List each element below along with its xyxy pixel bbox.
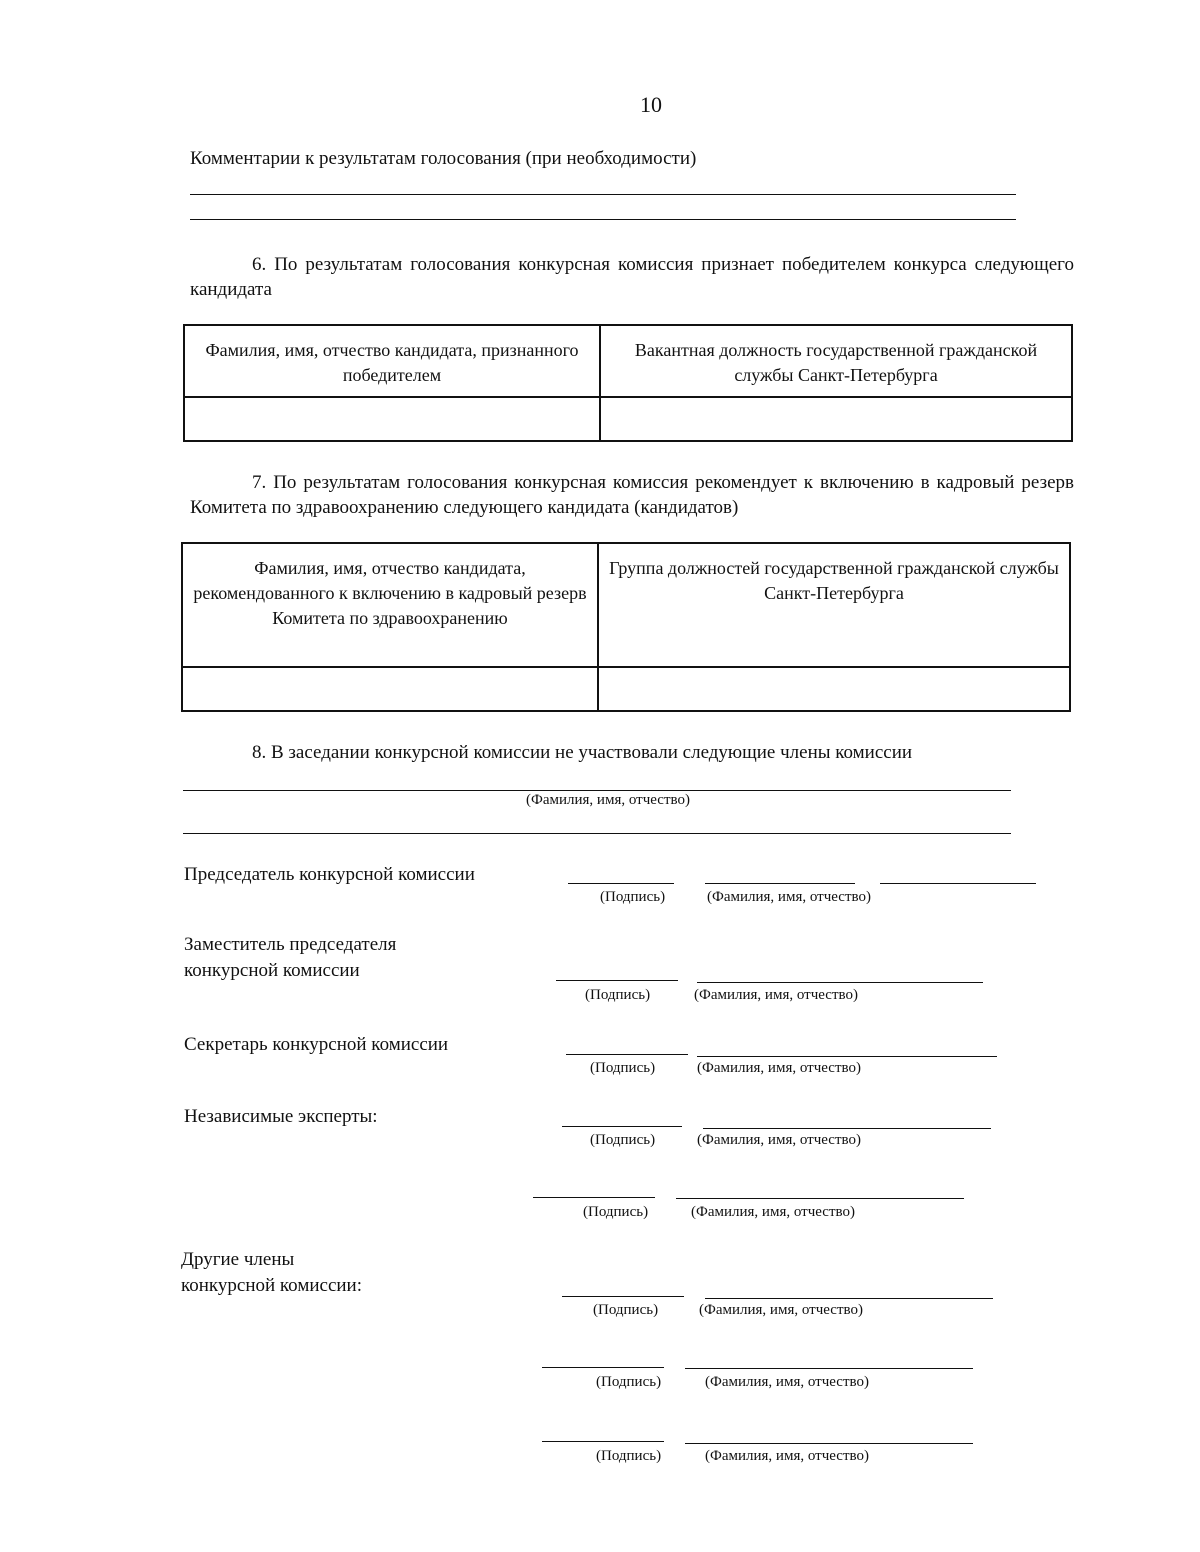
winner-table-header-position: Вакантная должность государственной гражданской службы Санкт-Петербурга <box>600 325 1072 397</box>
others-label-line1: Другие члены <box>181 1249 295 1270</box>
secretary-name-caption: (Фамилия, имя, отчество) <box>697 1060 861 1076</box>
secretary-label: Секретарь конкурсной комиссии <box>184 1034 449 1055</box>
comments-line-2[interactable] <box>190 219 1016 220</box>
member1-name-line[interactable] <box>705 1298 993 1299</box>
winner-name-cell[interactable] <box>184 397 600 441</box>
section8-text <box>190 740 1074 765</box>
secretary-sign-caption: (Подпись) <box>590 1060 656 1076</box>
deputy-signature-line[interactable] <box>556 980 678 981</box>
member3-sign-caption: (Подпись) <box>596 1448 662 1464</box>
comments-label: Комментарии к результатам голосования (при необходимости) <box>190 148 697 169</box>
reserve-table-header-name: Фамилия, имя, отчество кандидата, рекомендованного к включению в кадровый резерв Комитета по здравоохранению <box>182 543 598 667</box>
expert2-signature-line[interactable] <box>533 1197 655 1198</box>
section6-text-content: 6. По результатам голосования конкурсная комиссия признает победителем конкурса следующего кандидата <box>190 254 1074 300</box>
chairman-label: Председатель конкурсной комиссии <box>184 864 475 885</box>
reserve-group-cell[interactable] <box>598 667 1070 711</box>
member2-sign-caption: (Подпись) <box>596 1374 662 1390</box>
absent-members-caption: (Фамилия, имя, отчество) <box>526 792 690 808</box>
expert1-sign-caption: (Подпись) <box>590 1132 656 1148</box>
absent-members-line-2[interactable] <box>183 833 1011 834</box>
expert2-name-line[interactable] <box>676 1198 964 1199</box>
member1-name-caption: (Фамилия, имя, отчество) <box>699 1302 863 1318</box>
deputy-sign-caption: (Подпись) <box>585 987 651 1003</box>
member3-name-caption: (Фамилия, имя, отчество) <box>705 1448 869 1464</box>
section7-text <box>190 470 1074 520</box>
expert1-name-caption: (Фамилия, имя, отчество) <box>697 1132 861 1148</box>
deputy-label-line1: Заместитель председателя <box>184 934 397 955</box>
others-label-line2: конкурсной комиссии: <box>181 1275 362 1296</box>
deputy-name-caption: (Фамилия, имя, отчество) <box>694 987 858 1003</box>
expert1-signature-line[interactable] <box>562 1126 682 1127</box>
reserve-table <box>181 542 1071 712</box>
member1-signature-line[interactable] <box>562 1296 684 1297</box>
absent-members-line-1[interactable] <box>183 790 1011 791</box>
chairman-signature-line[interactable] <box>568 883 674 884</box>
comments-line-1[interactable] <box>190 194 1016 195</box>
reserve-name-cell[interactable] <box>182 667 598 711</box>
section6-text <box>190 252 1074 302</box>
page-number: 10 <box>640 92 662 117</box>
winner-table-header-name: Фамилия, имя, отчество кандидата, признанного победителем <box>184 325 600 397</box>
winner-position-cell[interactable] <box>600 397 1072 441</box>
section8-text-content: 8. В заседании конкурсной комиссии не участвовали следующие члены комиссии <box>252 742 913 763</box>
member3-signature-line[interactable] <box>542 1441 664 1442</box>
expert2-name-caption: (Фамилия, имя, отчество) <box>691 1204 855 1220</box>
reserve-table-header-group: Группа должностей государственной гражданской службы Санкт-Петербурга <box>598 543 1070 667</box>
deputy-label-line2: конкурсной комиссии <box>184 960 360 981</box>
member2-signature-line[interactable] <box>542 1367 664 1368</box>
experts-label: Независимые эксперты: <box>184 1106 378 1127</box>
secretary-signature-line[interactable] <box>566 1054 688 1055</box>
member1-sign-caption: (Подпись) <box>593 1302 659 1318</box>
member2-name-line[interactable] <box>685 1368 973 1369</box>
member3-name-line[interactable] <box>685 1443 973 1444</box>
section7-text-content: 7. По результатам голосования конкурсная комиссия рекомендует к включению в кадровый резерв Комитета по здравоохранению следующего кандидата (кандидатов) <box>190 472 1074 518</box>
winner-table <box>183 324 1073 442</box>
chairman-sign-caption: (Подпись) <box>600 889 666 905</box>
expert1-name-line[interactable] <box>703 1128 991 1129</box>
chairman-name-line-b[interactable] <box>880 883 1036 884</box>
deputy-name-line[interactable] <box>697 982 983 983</box>
chairman-name-line-a[interactable] <box>705 883 855 884</box>
member2-name-caption: (Фамилия, имя, отчество) <box>705 1374 869 1390</box>
secretary-name-line[interactable] <box>697 1056 997 1057</box>
chairman-name-caption: (Фамилия, имя, отчество) <box>707 889 871 905</box>
expert2-sign-caption: (Подпись) <box>583 1204 649 1220</box>
